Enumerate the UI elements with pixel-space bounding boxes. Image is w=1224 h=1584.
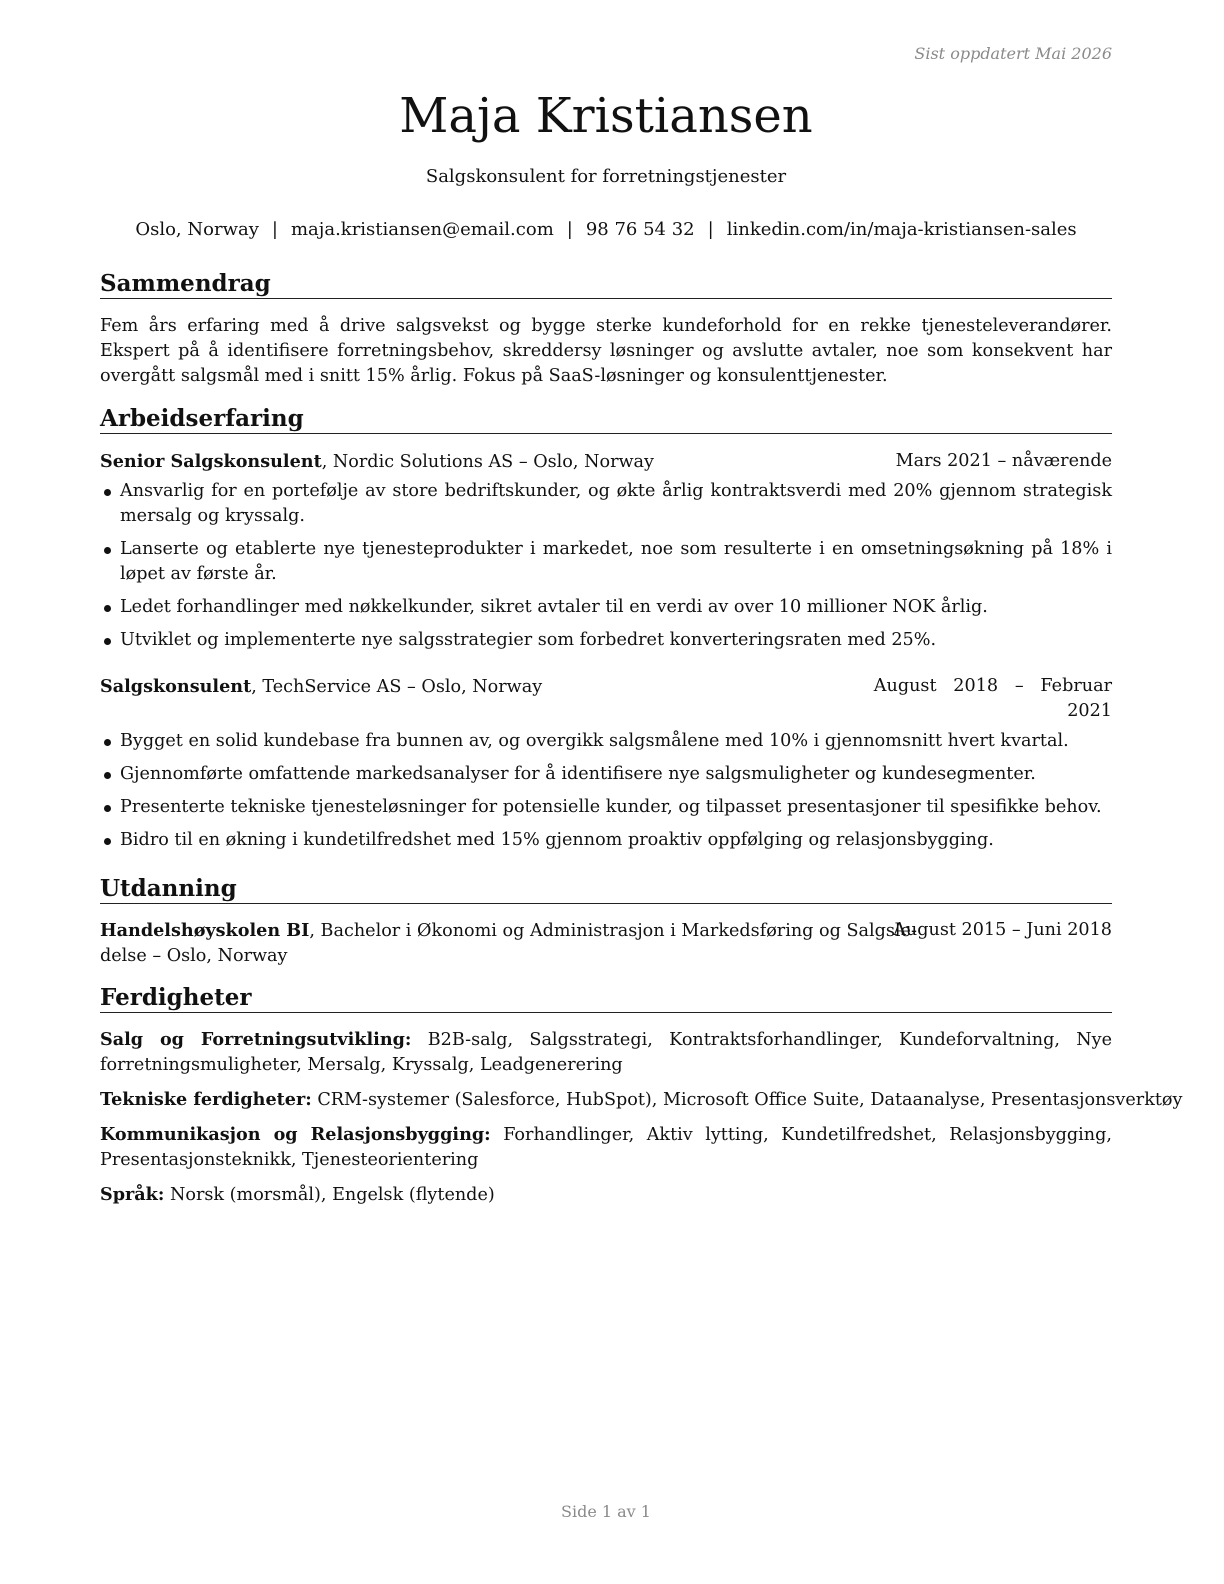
job-role: Salgskonsulent bbox=[100, 676, 252, 697]
page-number: Side 1 av 1 bbox=[561, 1502, 651, 1521]
skill-text: Norsk (morsmål), Engelsk (flytende) bbox=[164, 1185, 495, 1205]
bullet-text: Ledet forhandlinger med nøkkelkunder, sikret avtaler til en verdi av over 10 millioner NOK årlig. bbox=[120, 597, 988, 617]
list-item bbox=[100, 729, 1112, 754]
education-school: Handelshøyskolen BI bbox=[100, 920, 310, 941]
list-item bbox=[100, 537, 1112, 587]
job-entry bbox=[100, 674, 1112, 861]
section-title-experience: Arbeidserfaring bbox=[100, 405, 1112, 434]
bullet-text: Bygget en solid kundebase fra bunnen av, og overgikk salgsmålene med 10% i gjennomsnitt hvert kvartal. bbox=[120, 731, 1069, 751]
bullet-text: Utviklet og implementerte nye salgsstrategier som forbedret konverteringsraten med 25%. bbox=[120, 630, 937, 650]
bullet-icon bbox=[104, 739, 111, 746]
education-degree-line2: delse – Oslo, Norway bbox=[100, 946, 288, 966]
bullet-icon bbox=[104, 605, 111, 612]
section-title-education: Utdanning bbox=[100, 875, 1112, 904]
skill-text: CRM-systemer (Salesforce, HubSpot), Microsoft Office Suite, Dataanalyse, Presentasjonsverktøy bbox=[311, 1090, 1183, 1110]
job-role: Senior Salgskonsulent bbox=[100, 451, 322, 472]
contact-separator: | bbox=[271, 219, 278, 240]
resume-page bbox=[100, 0, 1183, 1584]
job-entry bbox=[100, 449, 1112, 661]
job-company: , TechService AS – Oslo, Norway bbox=[251, 677, 543, 697]
job-bullets bbox=[100, 479, 1112, 653]
contact-phone: 98 76 54 32 bbox=[585, 219, 695, 240]
headline: Salgskonsulent for forretningstjenester bbox=[425, 166, 787, 187]
skills-list bbox=[100, 1027, 1183, 1217]
bullet-text: Lanserte og etablerte nye tjenesteprodukter i markedet, noe som resulterte i en omsetningsøkning på 18% i løpet av første år. bbox=[120, 539, 1112, 584]
contact-email[interactable]: maja.kristiansen@email.com bbox=[290, 219, 554, 240]
job-dates bbox=[874, 674, 1112, 724]
education-degree bbox=[100, 918, 917, 969]
skill-row bbox=[100, 1087, 1183, 1113]
list-item bbox=[100, 795, 1112, 820]
contact-location: Oslo, Norway bbox=[135, 219, 259, 240]
skill-row bbox=[100, 1182, 1112, 1208]
list-item bbox=[100, 762, 1112, 787]
list-item bbox=[100, 479, 1112, 529]
summary-text: Fem års erfaring med å drive salgsvekst og bygge sterke kundeforhold for en rekke tjenesteleverandører. Ekspert på å identifisere forretningsbehov, skreddersy løsninger og avslutte avtaler, noe som konsekvent har overgått salgsmål med i snitt 15% årlig. Fokus på SaaS-løsninger og konsulenttjenester. bbox=[100, 316, 1112, 386]
job-title-line bbox=[100, 449, 654, 475]
education-degree-line1: , Bachelor i Økonomi og Administrasjon i Markedsføring og Salgsle- bbox=[309, 921, 917, 941]
job-dates-line2: 2021 bbox=[1067, 701, 1112, 721]
skill-row bbox=[100, 1027, 1112, 1078]
job-dates: Mars 2021 – nåværende bbox=[895, 451, 1112, 471]
skill-label: Språk: bbox=[100, 1184, 165, 1205]
bullet-icon bbox=[104, 489, 111, 496]
job-bullets bbox=[100, 729, 1112, 853]
contact-linkedin[interactable]: linkedin.com/in/maja-kristiansen-sales bbox=[726, 219, 1077, 240]
contact-separator: | bbox=[707, 219, 714, 240]
bullet-icon bbox=[104, 838, 111, 845]
skill-label: Kommunikasjon og Relasjonsbygging: bbox=[100, 1124, 491, 1145]
section-title-skills: Ferdigheter bbox=[100, 984, 1112, 1013]
job-header bbox=[100, 674, 1112, 724]
bullet-text: Presenterte tekniske tjenesteløsninger for potensielle kunder, og tilpasset presentasjoner til spesifikke behov. bbox=[120, 797, 1102, 817]
skill-text: Forhandlinger, Aktiv lytting, Kundetilfredshet, Relasjonsbygging, Presentasjonsteknikk, Tjenesteorientering bbox=[100, 1125, 1112, 1170]
contact-line bbox=[100, 219, 1112, 240]
education-header bbox=[100, 918, 1112, 968]
list-item bbox=[100, 628, 1112, 653]
contact-separator: | bbox=[566, 219, 573, 240]
job-header bbox=[100, 449, 1112, 474]
job-title-line bbox=[100, 674, 542, 700]
skill-label: Tekniske ferdigheter: bbox=[100, 1089, 312, 1110]
bullet-text: Bidro til en økning i kundetilfredshet med 15% gjennom proaktiv oppfølging og relasjonsbygging. bbox=[120, 830, 994, 850]
skill-label: Salg og Forretningsutvikling: bbox=[100, 1029, 412, 1050]
section-title-summary: Sammendrag bbox=[100, 270, 1112, 299]
education-entry bbox=[100, 918, 1112, 968]
skill-row bbox=[100, 1122, 1112, 1173]
bullet-icon bbox=[104, 772, 111, 779]
candidate-name: Maja Kristiansen bbox=[399, 88, 813, 144]
bullet-icon bbox=[104, 805, 111, 812]
bullet-icon bbox=[104, 638, 111, 645]
bullet-text: Gjennomførte omfattende markedsanalyser for å identifisere nye salgsmuligheter og kundesegmenter. bbox=[120, 764, 1036, 784]
last-updated: Sist oppdatert Mai 2026 bbox=[914, 44, 1112, 63]
list-item bbox=[100, 828, 1112, 853]
list-item bbox=[100, 595, 1112, 620]
job-dates-line1: August 2018 – Februar bbox=[873, 676, 1112, 696]
education-dates: August 2015 – Juni 2018 bbox=[893, 920, 1112, 940]
bullet-icon bbox=[104, 547, 111, 554]
job-company: , Nordic Solutions AS – Oslo, Norway bbox=[321, 452, 654, 472]
bullet-text: Ansvarlig for en portefølje av store bedriftskunder, og økte årlig kontraktsverdi med 20% gjennom strategisk mersalg og kryssalg. bbox=[120, 481, 1112, 526]
skill-text: B2B-salg, Salgsstrategi, Kontraktsforhandlinger, Kundeforvaltning, Nye forretningsmuligheter, Mersalg, Kryssalg, Leadgenerering bbox=[100, 1030, 1112, 1075]
